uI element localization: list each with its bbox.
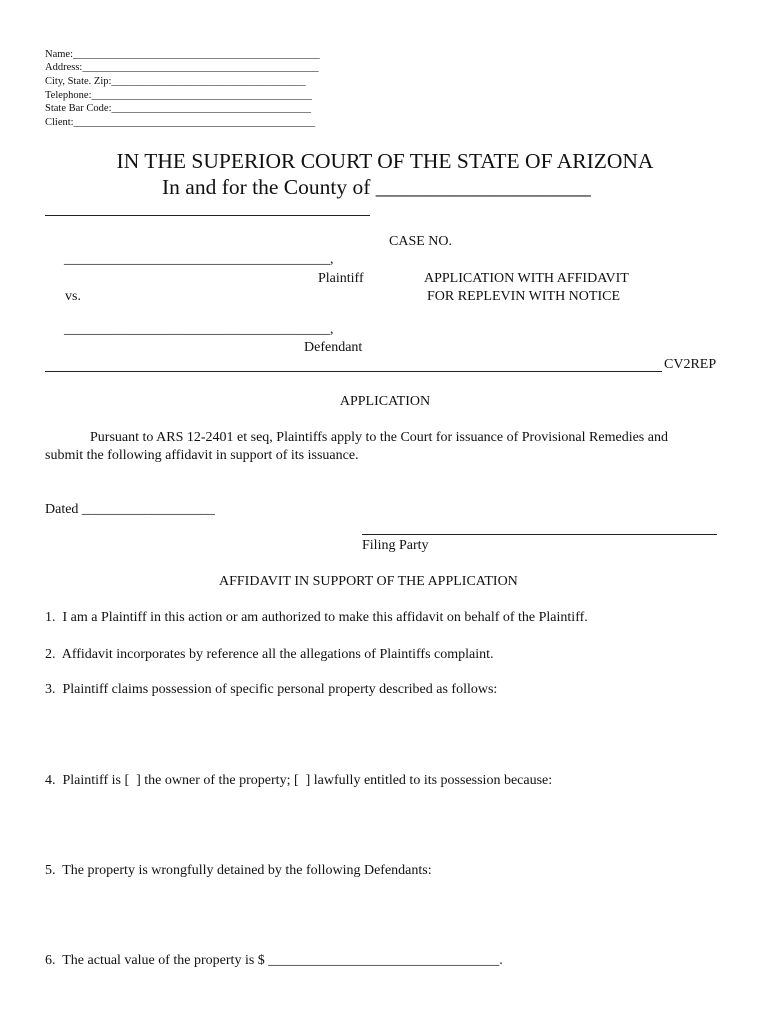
city-state-zip-line[interactable]: City, State. Zip:_____________________________________	[45, 76, 306, 87]
dated-field[interactable]: Dated ___________________	[45, 502, 215, 517]
document-title-line-2: FOR REPLEVIN WITH NOTICE	[427, 289, 621, 304]
address-line[interactable]: Address:_____________________________________________	[45, 62, 319, 73]
affidavit-item-2: 2. Affidavit incorporates by reference all the allegations of Plaintiffs complaint.	[45, 647, 494, 662]
county-line[interactable]: In and for the County of ____________________	[162, 175, 591, 199]
affidavit-heading: AFFIDAVIT IN SUPPORT OF THE APPLICATION	[219, 574, 518, 589]
state-bar-code-line[interactable]: State Bar Code:______________________________________	[45, 103, 311, 114]
affidavit-item-4[interactable]: 4. Plaintiff is [ ] the owner of the property; [ ] lawfully entitled to its possession because:	[45, 773, 553, 788]
affidavit-item-6[interactable]: 6. The actual value of the property is $ _________________________________.	[45, 953, 503, 968]
affidavit-item-3: 3. Plaintiff claims possession of specific personal property described as follows:	[45, 682, 498, 697]
application-heading: APPLICATION	[339, 394, 431, 409]
case-number-label[interactable]: CASE NO.	[389, 234, 453, 249]
filing-party-signature-line[interactable]	[362, 534, 717, 535]
client-line[interactable]: Client:______________________________________________	[45, 117, 316, 128]
document-title-line-1: APPLICATION WITH AFFIDAVIT	[424, 271, 629, 286]
plaintiff-label: Plaintiff	[318, 271, 364, 286]
telephone-line[interactable]: Telephone:__________________________________________	[45, 90, 312, 101]
defendant-name-blank[interactable]: ______________________________________,	[64, 322, 334, 337]
caption-top-rule	[45, 215, 370, 216]
court-title: IN THE SUPERIOR COURT OF THE STATE OF ARIZONA	[116, 149, 654, 173]
application-paragraph-line-2: submit the following affidavit in support of its issuance.	[45, 448, 359, 463]
caption-bottom-rule	[45, 371, 662, 372]
form-code: CV2REP	[664, 357, 717, 372]
affidavit-item-1: 1. I am a Plaintiff in this action or am authorized to make this affidavit on behalf of the Plaintiff.	[45, 610, 588, 625]
plaintiff-name-blank[interactable]: ______________________________________,	[64, 252, 334, 267]
defendant-label: Defendant	[304, 340, 363, 355]
versus-label: vs.	[65, 289, 81, 304]
filing-party-label: Filing Party	[362, 538, 429, 553]
application-paragraph-line-1: Pursuant to ARS 12-2401 et seq, Plaintiffs apply to the Court for issuance of Provisional Remedies and	[90, 430, 668, 445]
name-line[interactable]: Name:_______________________________________________	[45, 49, 320, 60]
affidavit-item-5: 5. The property is wrongfully detained by the following Defendants:	[45, 863, 432, 878]
